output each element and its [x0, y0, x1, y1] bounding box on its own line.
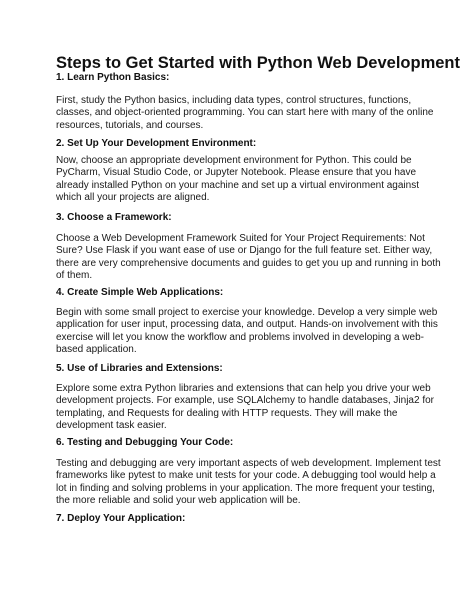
body-line: Explore some extra Python libraries and extensions that can help you drive your web	[56, 383, 431, 394]
section-heading-set-up-environment: 2. Set Up Your Development Environment:	[56, 138, 257, 149]
section-heading-deploy-application: 7. Deploy Your Application:	[56, 513, 186, 524]
section-body-libraries-extensions	[56, 383, 434, 433]
body-line: which all your projects are aligned.	[56, 192, 210, 204]
body-line: resources, tutorials, and courses.	[56, 119, 204, 131]
page-title: Steps to Get Started with Python Web Development	[56, 54, 460, 72]
body-line: lot in finding and solving problems in your application. The more frequent your testing,	[56, 482, 435, 494]
section-heading-libraries-extensions: 5. Use of Libraries and Extensions:	[56, 363, 223, 374]
body-line: Now, choose an appropriate development environment for Python. This could be	[56, 155, 412, 166]
body-line: there are very comprehensive documents and guides to get you up and running in both	[56, 257, 441, 269]
body-line: already installed Python on your machine and set up a virtual environment against	[56, 179, 419, 191]
body-line: Sure? Use Flask if you want ease of use or Django for the full feature set. Either way,	[56, 245, 433, 257]
body-line: of them.	[56, 270, 93, 282]
body-line: classes, and object-oriented programming. You can start here with many of the online	[56, 107, 434, 119]
body-line: templating, and Requests for dealing with HTTP requests. They will make the	[56, 407, 398, 419]
body-line: Testing and debugging are very important aspects of web development. Implement test	[56, 458, 441, 469]
body-line: frameworks like pytest to make unit tests for your code. A debugging tool would help a	[56, 470, 436, 482]
body-line: the more reliable and solid your web application will be.	[56, 495, 301, 507]
section-heading-choose-framework: 3. Choose a Framework:	[56, 212, 172, 223]
section-body-create-web-apps	[56, 307, 438, 357]
body-line: PyCharm, Visual Studio Code, or Jupyter Notebook. Please ensure that you have	[56, 167, 417, 179]
section-heading-create-web-apps: 4. Create Simple Web Applications:	[56, 287, 224, 298]
body-line: development projects. For example, use SQLAlchemy to handle databases, Jinja2 for	[56, 395, 434, 407]
body-line: development task easier.	[56, 420, 167, 432]
body-line: First, study the Python basics, including data types, control structures, functions,	[56, 95, 412, 106]
body-line: application for user input, processing data, and output. Hands-on involvement with this	[56, 319, 438, 331]
body-line: Choose a Web Development Framework Suited for Your Project Requirements: Not	[56, 233, 425, 244]
section-heading-testing-debugging: 6. Testing and Debugging Your Code:	[56, 437, 234, 448]
section-body-set-up-environment	[56, 155, 426, 205]
body-line: Begin with some small project to exercise your knowledge. Develop a very simple web	[56, 307, 438, 318]
body-line: based application.	[56, 344, 137, 356]
section-body-choose-framework	[56, 233, 441, 283]
section-body-learn-python-basics	[56, 95, 434, 132]
section-body-testing-debugging	[56, 458, 441, 508]
section-heading-learn-python-basics: 1. Learn Python Basics:	[56, 72, 170, 83]
body-line: exercise will let you know the workflow and problems involved in developing a web-	[56, 331, 424, 343]
